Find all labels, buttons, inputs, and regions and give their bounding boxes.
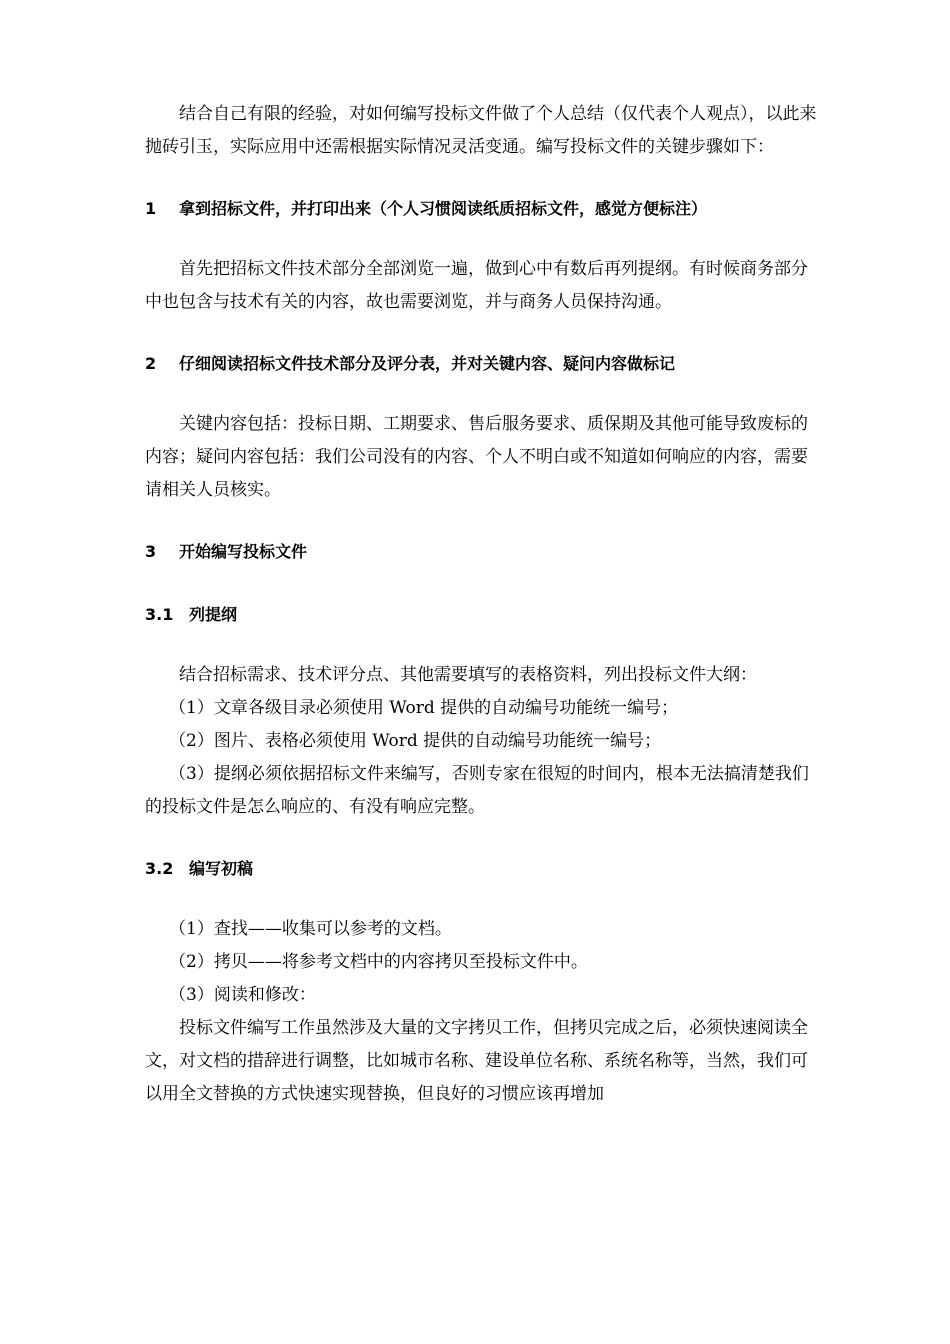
subsection-3-1-number: 3.1 (145, 605, 174, 624)
section-2-title: 仔细阅读招标文件技术部分及评分表，并对关键内容、疑问内容做标记 (179, 354, 676, 373)
list-item: （1）文章各级目录必须使用 Word 提供的自动编号功能统一编号； (169, 698, 679, 718)
section-1-body: 首先把招标文件技术部分全部浏览一遍，做到心中有数后再列提纲。有时候商务部分中也包含与技术有关的内容，故也需要浏览，并与商务人员保持沟通。 (145, 259, 808, 312)
section-2-heading (145, 347, 817, 380)
section-1-number: 1 (145, 199, 157, 218)
section-3-number: 3 (145, 542, 157, 561)
section-3-title: 开始编写投标文件 (179, 542, 308, 561)
list-item: （2）图片、表格必须使用 Word 提供的自动编号功能统一编号； (169, 731, 662, 751)
subsection-3-1-title: 列提纲 (189, 605, 238, 624)
list-item: （1）查找——收集可以参考的文档。 (169, 919, 452, 939)
subsection-3-1-body: 结合招标需求、技术评分点、其他需要填写的表格资料，列出投标文件大纲： (179, 665, 757, 685)
list-item: （3）提纲必须依据招标文件来编写，否则专家在很短的时间内，根本无法搞清楚我们的投标文件是怎么响应的、有没有响应完整。 (145, 764, 809, 817)
subsection-3-1-heading (145, 598, 817, 631)
document-page (145, 98, 817, 1111)
subsection-3-2-body: 投标文件编写工作虽然涉及大量的文字拷贝工作，但拷贝完成之后，必须快速阅读全文，对文档的措辞进行调整，比如城市名称、建设单位名称、系统名称等，当然，我们可以用全文替换的方式快速实现替换，但良好的习惯应该再增加 (145, 1018, 808, 1104)
section-2-body: 关键内容包括：投标日期、工期要求、售后服务要求、质保期及其他可能导致废标的内容；疑问内容包括：我们公司没有的内容、个人不明白或不知道如何响应的内容，需要请相关人员核实。 (145, 414, 808, 500)
section-1-heading (145, 192, 817, 225)
section-3-heading (145, 535, 817, 568)
subsection-3-2-number: 3.2 (145, 859, 174, 878)
subsection-3-2-heading (145, 852, 817, 885)
section-1-title: 拿到招标文件，并打印出来（个人习惯阅读纸质招标文件，感觉方便标注） (179, 199, 708, 218)
intro-paragraph: 结合自己有限的经验，对如何编写投标文件做了个人总结（仅代表个人观点），以此来抛砖引玉，实际应用中还需根据实际情况灵活变通。编写投标文件的关键步骤如下： (145, 104, 817, 157)
section-2-number: 2 (145, 354, 157, 373)
subsection-3-2-title: 编写初稿 (189, 859, 254, 878)
list-item: （2）拷贝——将参考文档中的内容拷贝至投标文件中。 (169, 952, 588, 972)
list-item: （3）阅读和修改： (169, 985, 316, 1005)
